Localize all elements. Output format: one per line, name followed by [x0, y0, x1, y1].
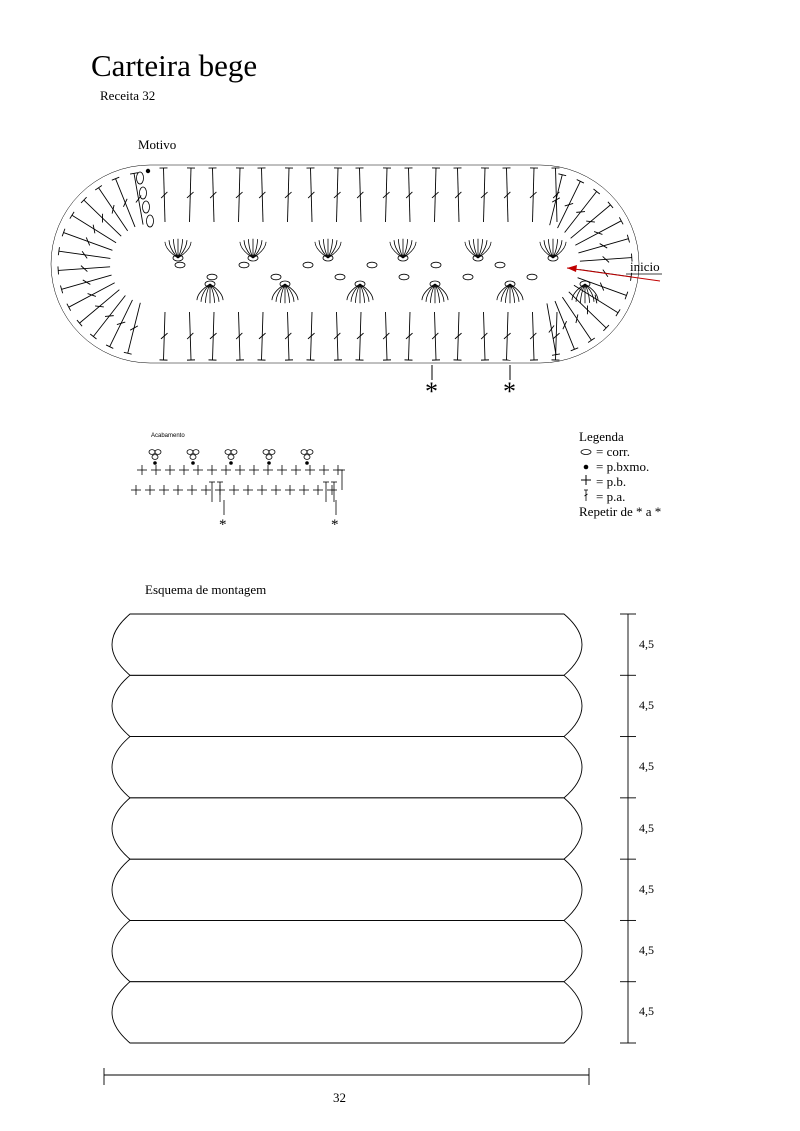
- strip-height-label: 4,5: [639, 943, 654, 958]
- repeat-marker: *: [219, 517, 227, 533]
- height-dimension-line: [620, 614, 636, 1043]
- total-width-label: 32: [333, 1090, 346, 1105]
- legend-title: Legenda: [579, 429, 624, 444]
- finishing-label: Acabamento: [151, 433, 185, 439]
- strip-height-label: 4,5: [639, 636, 654, 651]
- assembly-strip: [112, 737, 582, 798]
- width-dimension-line: [104, 1068, 589, 1085]
- start-label: inicio: [630, 259, 660, 274]
- assembly-strip: [112, 675, 582, 736]
- legend-item: = corr.: [579, 444, 661, 459]
- repeat-marker: *: [503, 377, 516, 406]
- repeat-marker: *: [331, 517, 339, 533]
- page-title: Carteira bege: [91, 48, 258, 83]
- strip-height-label: 4,5: [639, 1004, 654, 1019]
- motif-label: Motivo: [138, 137, 177, 152]
- assembly-strip: [112, 859, 582, 920]
- strip-height-label: 4,5: [639, 820, 654, 835]
- recipe-number: Receita 32: [100, 88, 156, 103]
- legend-item: = p.a.: [579, 489, 661, 504]
- repeat-note: Repetir de * a *: [579, 504, 662, 519]
- strip-height-label: 4,5: [639, 881, 654, 896]
- assembly-label: Esquema de montagem: [145, 582, 267, 597]
- assembly-strip: [112, 614, 582, 675]
- legend-item: = p.b.: [579, 474, 661, 489]
- assembly-strip: [112, 920, 582, 981]
- assembly-strip: [112, 982, 582, 1043]
- repeat-marker: *: [425, 377, 438, 406]
- strip-height-label: 4,5: [639, 759, 654, 774]
- strip-height-label: 4,5: [639, 697, 654, 712]
- legend-item: = p.bxmo.: [579, 459, 661, 474]
- assembly-strip: [112, 798, 582, 859]
